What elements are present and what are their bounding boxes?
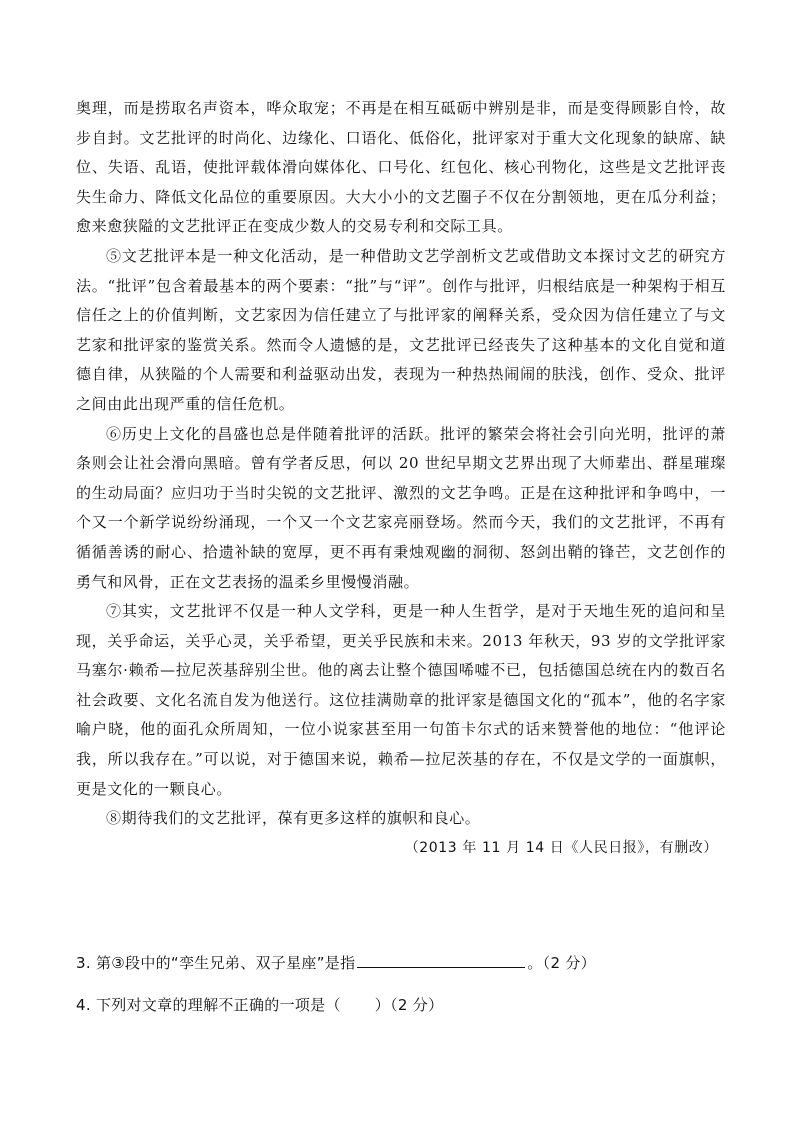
question-3-points: 。（2 分） <box>527 954 596 972</box>
article-body <box>76 94 726 863</box>
question-4-text: 4. 下列对文章的理解不正确的一项是（ <box>76 996 341 1014</box>
question-4 <box>76 994 726 1015</box>
paragraph-continuation: 奥理，而是捞取名声资本，哗众取宠；不再是在相互砥砺中辨别是非，而是变得顾影自怜，故步自封。文艺批评的时尚化、边缘化、口语化、低俗化，批评家对于重大文化现象的缺席、缺位、失语、乱语，使批评载体滑向媒体化、口号化、红包化、核心刊物化，这些是文艺批评丧失生命力、降低文化品位的重要原因。大大小小的文艺圈子不仅在分割领地，更在瓜分利益；愈来愈狭隘的文艺批评正在变成少数人的交易专利和交际工具。 <box>76 99 726 236</box>
question-3 <box>76 952 726 973</box>
paragraph-8: ⑧期待我们的文艺批评，葆有更多这样的旗帜和良心。 <box>106 809 481 828</box>
source-citation: （2013 年 11 月 14 日《人民日报》，有删改） <box>404 839 718 856</box>
question-3-text: 3. 第③段中的“孪生兄弟、双子星座”是指 <box>76 954 356 972</box>
paragraph-7: ⑦其实，文艺批评不仅是一种人文学科，更是一种人生哲学，是对于天地生死的追问和呈现，关乎命运，关乎心灵，关乎希望，更关乎民族和未来。2013 年秋天，93 岁的文学批评家马塞尔·赖希—拉尼茨基辞别尘世。他的离去让整个德国唏嘘不已，包括德国总统在内的数百名社会政要、文化名流自发为他送行。这位挂满勋章的批评家是德国文化的“孤本”，他的名字家喻户晓，他的面孔众所周知，一位小说家甚至用一句笛卡尔式的话来赞誉他的地位：“他评论我，所以我存在。”可以说，对于德国来说，赖希—拉尼茨基的存在，不仅是文学的一面旗帜，更是文化的一颗良心。 <box>76 602 726 798</box>
paragraph-6: ⑥历史上文化的昌盛也总是伴随着批评的活跃。批评的繁荣会将社会引向光明，批评的萧条则会让社会滑向黑暗。曾有学者反思，何以 20 世纪早期文艺界出现了大师辈出、群星璀璨的生动局面？应归功于当时尖锐的文艺批评、激烈的文艺争鸣。正是在这种批评和争鸣中，一个又一个新学说纷纷涌现，一个又一个文艺家亮丽登场。然而今天，我们的文艺批评，不再有循循善诱的耐心、拾遗补缺的宽厚，更不再有秉烛观幽的洞彻、怒剑出鞘的锋芒，文艺创作的勇气和风骨，正在文艺表扬的温柔乡里慢慢消融。 <box>76 424 726 591</box>
question-4-points: ）（2 分） <box>374 996 444 1014</box>
answer-blank[interactable] <box>357 953 525 968</box>
paragraph-5: ⑤文艺批评本是一种文化活动，是一种借助文艺学剖析文艺或借助文本探讨文艺的研究方法。“批评”包含着最基本的两个要素：“批”与“评”。创作与批评，归根结底是一种架构于相互信任之上的价值判断，文艺家因为信任建立了与批评家的阐释关系，受众因为信任建立了与文艺家和批评家的鉴赏关系。然而令人遗憾的是，文艺批评已经丧失了这种基本的文化自觉和道德自律，从狭隘的个人需要和利益驱动出发，表现为一种热热闹闹的肤浅，创作、受众、批评之间由此出现严重的信任危机。 <box>76 246 726 413</box>
